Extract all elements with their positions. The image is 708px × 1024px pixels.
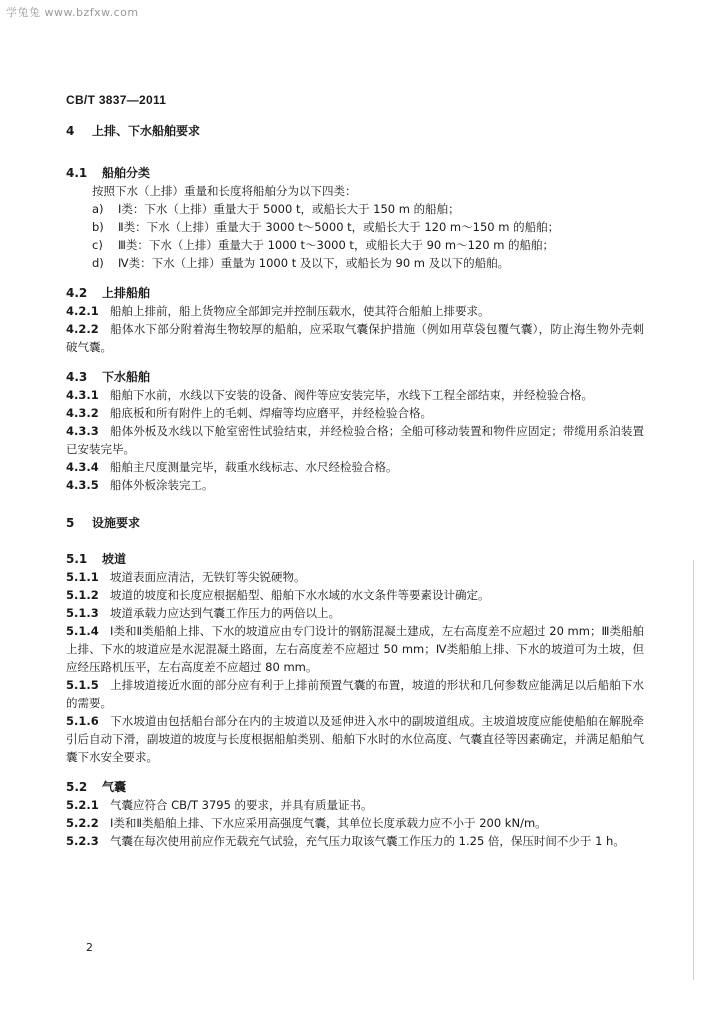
scan-edge-line: [693, 560, 694, 980]
subsection-heading: [66, 284, 644, 302]
clause-number: 5.1.6: [66, 714, 99, 728]
clause-text: 船舶下水前，水线以下安装的设备、阀件等应安装完毕，水线下工程全部结束，并经检验合格。: [110, 388, 593, 402]
clause-text: Ⅰ类和Ⅱ类船舶上排、下水的坡道应由专门设计的钢筋混凝土建成，左右高度差不应超过 20 mm；Ⅲ类船舶上排、下水的坡道应是水泥混凝土路面，左右高度差不应超过 50 mm；Ⅳ类船舶上排、下水的坡道可为土坡，但应经压路机压平，左右高度差不应超过 80 mm。: [66, 624, 644, 674]
clause-text: 船舶上排前，船上货物应全部卸完并控制压载水，使其符合船舶上排要求。: [110, 304, 490, 318]
document-id: CB/T 3837—2011: [66, 93, 167, 107]
clause-text: 气囊应符合 CB/T 3795 的要求，并具有质量证书。: [110, 798, 373, 812]
subsection-number: 4.1: [66, 166, 88, 180]
list-text: Ⅳ类：下水（上排）重量为 1000 t 及以下，或船长为 90 m 及以下的船舶。: [118, 256, 510, 270]
section-number: 5: [66, 516, 75, 530]
clause-text: 船体外板涂装完工。: [110, 478, 214, 492]
subsection-number: 4.2: [66, 286, 88, 300]
clause-number: 5.1.3: [66, 606, 99, 620]
clause-text: 下水坡道由包括船台部分在内的主坡道以及延伸进入水中的副坡道组成。主坡道坡度应能使船舶在解脱牵引后自动下滑，副坡道的坡度与长度根据船舶类别、船舶下水时的水位高度、气囊直径等因素确定，并满足船舶气囊下水安全要求。: [66, 714, 644, 764]
section-heading: [66, 514, 644, 532]
list-label: a): [92, 202, 104, 216]
clause-number: 4.2.2: [66, 322, 99, 336]
clause-paragraph: [66, 422, 644, 458]
clause-paragraph: [66, 814, 644, 832]
clause-number: 4.2.1: [66, 304, 99, 318]
section-title: 设施要求: [92, 516, 141, 530]
subsection-heading: [66, 368, 644, 386]
clause-number: 4.3.5: [66, 478, 99, 492]
clause-paragraph: [66, 386, 644, 404]
subsection-number: 5.2: [66, 780, 88, 794]
list-label: b): [92, 220, 104, 234]
list-label: d): [92, 256, 104, 270]
clause-paragraph: [66, 586, 644, 604]
clause-text: 船舶主尺度测量完毕，载重水线标志、水尺经检验合格。: [110, 460, 398, 474]
clause-paragraph: [66, 712, 644, 766]
clause-number: 5.1.1: [66, 570, 99, 584]
subsection-title: 气囊: [102, 780, 127, 794]
list-item: [66, 254, 644, 272]
clause-text: 上排坡道接近水面的部分应有利于上排前预置气囊的布置，坡道的形状和几何参数应能满足以后船舶下水的需要。: [66, 678, 644, 710]
section-heading: [66, 122, 644, 140]
list-text: Ⅲ类：下水（上排）重量大于 1000 t～3000 t，或船长大于 90 m～120 m 的船舶；: [118, 238, 555, 252]
subsection-heading: [66, 550, 644, 568]
clause-text: 坡道承载力应达到气囊工作压力的两倍以上。: [110, 606, 340, 620]
subsection-number: 5.1: [66, 552, 88, 566]
clause-number: 4.3.3: [66, 424, 99, 438]
subsection-number: 4.3: [66, 370, 88, 384]
clause-text: 坡道的坡度和长度应根据船型、船舶下水水域的水文条件等要素设计确定。: [110, 588, 490, 602]
clause-text: 船体外板及水线以下舱室密性试验结束，并经检验合格；全船可移动装置和物件应固定；带缆用系泊装置已安装完毕。: [66, 424, 644, 456]
clause-paragraph: [66, 458, 644, 476]
page-content: [66, 120, 644, 850]
clause-number: 4.3.2: [66, 406, 99, 420]
watermark: 学兔兔 www.bzfxw.com: [6, 6, 139, 19]
clause-paragraph: [66, 796, 644, 814]
clause-number: 5.2.2: [66, 816, 99, 830]
clause-paragraph: [66, 320, 644, 356]
list-item: [66, 236, 644, 254]
clause-paragraph: [66, 568, 644, 586]
clause-number: 5.1.4: [66, 624, 99, 638]
clause-paragraph: [66, 622, 644, 676]
clause-paragraph: [66, 476, 644, 494]
subsection-title: 坡道: [102, 552, 127, 566]
clause-paragraph: [66, 404, 644, 422]
clause-text: 船底板和所有附件上的毛刺、焊瘤等均应磨平，并经检验合格。: [110, 406, 432, 420]
section-number: 4: [66, 124, 75, 138]
clause-number: 5.1.2: [66, 588, 99, 602]
subsection-title: 下水船舶: [102, 370, 151, 384]
clause-paragraph: [66, 604, 644, 622]
page-number: 2: [86, 941, 93, 954]
subsection-title: 船舶分类: [102, 166, 151, 180]
clause-paragraph: [66, 832, 644, 850]
list-text: Ⅰ类：下水（上排）重量大于 5000 t，或船长大于 150 m 的船舶；: [118, 202, 460, 216]
list-item: [66, 200, 644, 218]
clause-text: 船体水下部分附着海生物较厚的船舶，应采取气囊保护措施（例如用草袋包覆气囊），防止海生物外壳刺破气囊。: [66, 322, 644, 354]
clause-number: 4.3.4: [66, 460, 99, 474]
clause-number: 4.3.1: [66, 388, 99, 402]
clause-paragraph: [66, 676, 644, 712]
clause-number: 5.2.3: [66, 834, 99, 848]
clause-number: 5.2.1: [66, 798, 99, 812]
clause-text: 气囊在每次使用前应作无载充气试验，充气压力取该气囊工作压力的 1.25 倍，保压时间不少于 1 h。: [110, 834, 625, 848]
section-title: 上排、下水船舶要求: [92, 124, 201, 138]
list-text: Ⅱ类：下水（上排）重量大于 3000 t～5000 t，或船长大于 120 m～150 m 的船舶；: [118, 220, 560, 234]
paragraph: 按照下水（上排）重量和长度将船舶分为以下四类：: [92, 184, 357, 198]
clause-text: Ⅰ类和Ⅱ类船舶上排、下水应采用高强度气囊，其单位长度承载力应不小于 200 kN/m。: [110, 816, 547, 830]
clause-paragraph: [66, 302, 644, 320]
clause-number: 5.1.5: [66, 678, 99, 692]
subsection-heading: [66, 164, 644, 182]
list-item: [66, 218, 644, 236]
subsection-heading: [66, 778, 644, 796]
clause-text: 坡道表面应清洁，无铁钉等尖锐硬物。: [110, 570, 306, 584]
list-label: c): [92, 238, 103, 252]
subsection-title: 上排船舶: [102, 286, 151, 300]
